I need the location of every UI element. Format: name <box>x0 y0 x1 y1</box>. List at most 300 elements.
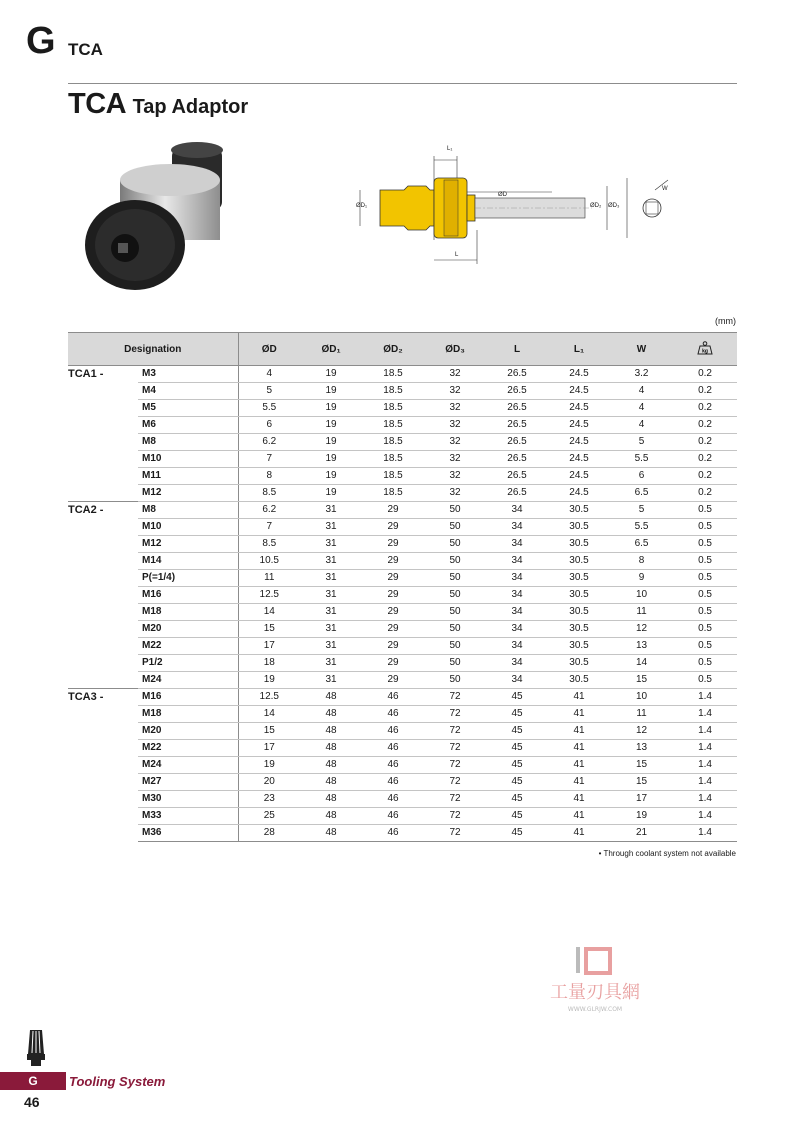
table-row <box>68 400 737 417</box>
cell-l: 34 <box>486 587 548 604</box>
cell-weight: 1.4 <box>673 808 737 825</box>
cell-d3: 72 <box>424 774 486 791</box>
cell-w: 3.2 <box>610 366 673 383</box>
cell-size: M5 <box>138 400 238 417</box>
cell-d2: 18.5 <box>362 400 424 417</box>
cell-weight: 0.5 <box>673 587 737 604</box>
product-name: Tap Adaptor <box>132 96 249 118</box>
cell-size: M27 <box>138 774 238 791</box>
cell-d: 15 <box>238 723 300 740</box>
table-row <box>68 774 737 791</box>
cell-d3: 50 <box>424 570 486 587</box>
cell-l1: 30.5 <box>548 570 610 587</box>
technical-drawing <box>352 140 682 270</box>
cell-d: 7 <box>238 519 300 536</box>
cell-d3: 50 <box>424 587 486 604</box>
cell-size: M36 <box>138 825 238 842</box>
col-w: W <box>610 333 673 366</box>
cell-weight: 0.2 <box>673 417 737 434</box>
cell-w: 4 <box>610 383 673 400</box>
cell-l: 45 <box>486 757 548 774</box>
cell-d2: 29 <box>362 570 424 587</box>
cell-d1: 19 <box>300 485 362 502</box>
cell-d1: 48 <box>300 706 362 723</box>
cell-d1: 31 <box>300 655 362 672</box>
cell-size: M24 <box>138 757 238 774</box>
cell-l: 26.5 <box>486 434 548 451</box>
table-row <box>68 502 737 519</box>
dim-label-l: L <box>455 252 459 258</box>
table-row <box>68 383 737 400</box>
cell-l1: 30.5 <box>548 519 610 536</box>
cell-l1: 30.5 <box>548 672 610 689</box>
cell-d1: 31 <box>300 519 362 536</box>
cell-size: M11 <box>138 468 238 485</box>
cell-d2: 29 <box>362 519 424 536</box>
cell-d2: 46 <box>362 706 424 723</box>
col-d: ØD <box>238 333 300 366</box>
cell-weight: 0.2 <box>673 434 737 451</box>
cell-d: 12.5 <box>238 689 300 706</box>
cell-d1: 19 <box>300 468 362 485</box>
cell-d2: 46 <box>362 808 424 825</box>
cell-l: 45 <box>486 774 548 791</box>
cell-size: M12 <box>138 485 238 502</box>
cell-d2: 18.5 <box>362 485 424 502</box>
table-row <box>68 536 737 553</box>
table-row <box>68 366 737 383</box>
cell-d2: 29 <box>362 638 424 655</box>
cell-w: 19 <box>610 808 673 825</box>
table-row <box>68 723 737 740</box>
dim-label-l1: L₁ <box>447 146 453 152</box>
cell-l: 26.5 <box>486 485 548 502</box>
table-header-row <box>68 333 737 366</box>
cell-weight: 0.5 <box>673 655 737 672</box>
cell-d: 8 <box>238 468 300 485</box>
cell-w: 21 <box>610 825 673 842</box>
cell-w: 5 <box>610 502 673 519</box>
cell-d2: 29 <box>362 621 424 638</box>
cell-d: 14 <box>238 706 300 723</box>
header-divider <box>68 83 737 84</box>
cell-l1: 24.5 <box>548 451 610 468</box>
col-d2: ØD₂ <box>362 333 424 366</box>
col-d1: ØD₁ <box>300 333 362 366</box>
cell-w: 4 <box>610 400 673 417</box>
cell-size: M24 <box>138 672 238 689</box>
cell-l1: 24.5 <box>548 383 610 400</box>
cell-weight: 0.5 <box>673 621 737 638</box>
cell-size: M16 <box>138 689 238 706</box>
cell-d2: 18.5 <box>362 468 424 485</box>
cell-d3: 50 <box>424 655 486 672</box>
cell-d3: 32 <box>424 383 486 400</box>
cell-d3: 72 <box>424 689 486 706</box>
cell-d1: 48 <box>300 757 362 774</box>
cell-weight: 0.5 <box>673 604 737 621</box>
cell-d: 17 <box>238 638 300 655</box>
cell-d: 25 <box>238 808 300 825</box>
cell-w: 12 <box>610 621 673 638</box>
spec-table <box>68 332 737 842</box>
cell-d2: 46 <box>362 825 424 842</box>
table-row <box>68 553 737 570</box>
section-name: TCA <box>68 40 103 59</box>
product-title <box>68 90 248 119</box>
unit-label: (mm) <box>715 316 736 326</box>
cell-size: P1/2 <box>138 655 238 672</box>
cell-d1: 19 <box>300 383 362 400</box>
group-label: TCA1 - <box>68 366 138 502</box>
dim-label-w: W <box>662 186 668 192</box>
table-row <box>68 655 737 672</box>
cell-d3: 72 <box>424 791 486 808</box>
cell-size: M16 <box>138 587 238 604</box>
cell-d3: 72 <box>424 723 486 740</box>
cell-d3: 50 <box>424 621 486 638</box>
cell-d1: 48 <box>300 723 362 740</box>
cell-l: 45 <box>486 808 548 825</box>
table-row <box>68 689 737 706</box>
cell-d3: 32 <box>424 434 486 451</box>
cell-l: 34 <box>486 638 548 655</box>
cell-d3: 32 <box>424 451 486 468</box>
cell-d: 5 <box>238 383 300 400</box>
table-row <box>68 638 737 655</box>
cell-l1: 41 <box>548 757 610 774</box>
cell-weight: 1.4 <box>673 825 737 842</box>
cell-l: 34 <box>486 519 548 536</box>
cell-d2: 29 <box>362 655 424 672</box>
cell-d: 11 <box>238 570 300 587</box>
cell-d2: 46 <box>362 689 424 706</box>
cell-size: M18 <box>138 604 238 621</box>
dim-label-d2: ØD₂ <box>590 203 602 209</box>
col-l1: L₁ <box>548 333 610 366</box>
cell-size: M10 <box>138 451 238 468</box>
cell-d2: 18.5 <box>362 417 424 434</box>
cell-w: 6 <box>610 468 673 485</box>
cell-l1: 41 <box>548 706 610 723</box>
cell-l: 26.5 <box>486 366 548 383</box>
table-row <box>68 417 737 434</box>
cell-size: M10 <box>138 519 238 536</box>
product-photo <box>80 140 240 300</box>
cell-d: 18 <box>238 655 300 672</box>
cell-d3: 50 <box>424 519 486 536</box>
cell-l: 26.5 <box>486 417 548 434</box>
cell-d2: 46 <box>362 774 424 791</box>
cell-weight: 0.5 <box>673 519 737 536</box>
cell-d: 7 <box>238 451 300 468</box>
cell-l1: 24.5 <box>548 468 610 485</box>
cell-size: M12 <box>138 536 238 553</box>
cell-d1: 31 <box>300 672 362 689</box>
cell-d: 19 <box>238 757 300 774</box>
cell-w: 9 <box>610 570 673 587</box>
cell-l1: 30.5 <box>548 638 610 655</box>
cell-w: 12 <box>610 723 673 740</box>
cell-l1: 41 <box>548 825 610 842</box>
cell-w: 11 <box>610 604 673 621</box>
cell-w: 4 <box>610 417 673 434</box>
cell-d: 6.2 <box>238 502 300 519</box>
table-row <box>68 604 737 621</box>
col-l: L <box>486 333 548 366</box>
cell-w: 8 <box>610 553 673 570</box>
table-row <box>68 757 737 774</box>
cell-weight: 1.4 <box>673 740 737 757</box>
cell-d2: 18.5 <box>362 383 424 400</box>
cell-w: 14 <box>610 655 673 672</box>
cell-d1: 31 <box>300 587 362 604</box>
cell-d3: 72 <box>424 706 486 723</box>
cell-d2: 46 <box>362 723 424 740</box>
cell-size: M3 <box>138 366 238 383</box>
cell-d1: 31 <box>300 536 362 553</box>
cell-size: M22 <box>138 638 238 655</box>
cell-d1: 31 <box>300 553 362 570</box>
cell-weight: 0.2 <box>673 468 737 485</box>
table-row <box>68 468 737 485</box>
cell-d3: 32 <box>424 468 486 485</box>
table-row <box>68 740 737 757</box>
cell-size: M22 <box>138 740 238 757</box>
cell-d: 15 <box>238 621 300 638</box>
cell-w: 10 <box>610 689 673 706</box>
cell-size: M20 <box>138 621 238 638</box>
cell-d3: 72 <box>424 740 486 757</box>
cell-d2: 29 <box>362 604 424 621</box>
cell-d: 8.5 <box>238 536 300 553</box>
cell-d: 23 <box>238 791 300 808</box>
cell-l: 34 <box>486 570 548 587</box>
cell-l1: 30.5 <box>548 604 610 621</box>
cell-l: 45 <box>486 723 548 740</box>
cell-l1: 30.5 <box>548 621 610 638</box>
cell-l1: 30.5 <box>548 553 610 570</box>
cell-l: 45 <box>486 791 548 808</box>
cell-l1: 30.5 <box>548 655 610 672</box>
cell-weight: 1.4 <box>673 774 737 791</box>
cell-d3: 32 <box>424 400 486 417</box>
section-letter: G <box>26 20 56 62</box>
cell-size: P(=1/4) <box>138 570 238 587</box>
table-row <box>68 825 737 842</box>
table-row <box>68 706 737 723</box>
cell-l: 34 <box>486 672 548 689</box>
cell-d2: 46 <box>362 791 424 808</box>
cell-w: 13 <box>610 740 673 757</box>
cell-l: 34 <box>486 536 548 553</box>
cell-w: 6.5 <box>610 536 673 553</box>
cell-weight: 0.2 <box>673 485 737 502</box>
table-row <box>68 672 737 689</box>
page-number: 46 <box>24 1094 40 1110</box>
table-row <box>68 808 737 825</box>
cell-weight: 0.5 <box>673 672 737 689</box>
dim-label-d1: ØD₁ <box>356 203 368 209</box>
cell-l: 26.5 <box>486 451 548 468</box>
cell-d1: 19 <box>300 366 362 383</box>
collet-icon <box>24 1028 48 1068</box>
cell-d: 12.5 <box>238 587 300 604</box>
cell-size: M14 <box>138 553 238 570</box>
cell-size: M33 <box>138 808 238 825</box>
cell-weight: 1.4 <box>673 689 737 706</box>
cell-size: M8 <box>138 434 238 451</box>
cell-d2: 29 <box>362 553 424 570</box>
cell-l1: 24.5 <box>548 434 610 451</box>
cell-l1: 24.5 <box>548 417 610 434</box>
cell-weight: 1.4 <box>673 723 737 740</box>
cell-d: 19 <box>238 672 300 689</box>
cell-d2: 46 <box>362 740 424 757</box>
cell-d2: 29 <box>362 502 424 519</box>
cell-l1: 41 <box>548 740 610 757</box>
cell-weight: 1.4 <box>673 757 737 774</box>
cell-d3: 50 <box>424 536 486 553</box>
cell-l: 45 <box>486 689 548 706</box>
cell-d1: 19 <box>300 400 362 417</box>
cell-d2: 18.5 <box>362 366 424 383</box>
cell-d3: 50 <box>424 502 486 519</box>
table-row <box>68 434 737 451</box>
cell-w: 5 <box>610 434 673 451</box>
cell-size: M20 <box>138 723 238 740</box>
cell-d1: 31 <box>300 604 362 621</box>
cell-w: 15 <box>610 774 673 791</box>
cell-w: 13 <box>610 638 673 655</box>
cell-d2: 29 <box>362 587 424 604</box>
cell-l1: 24.5 <box>548 485 610 502</box>
cell-d: 5.5 <box>238 400 300 417</box>
cell-d1: 19 <box>300 434 362 451</box>
cell-d: 10.5 <box>238 553 300 570</box>
cell-w: 15 <box>610 672 673 689</box>
cell-w: 10 <box>610 587 673 604</box>
cell-size: M8 <box>138 502 238 519</box>
cell-d3: 50 <box>424 638 486 655</box>
footnote: • Through coolant system not available <box>598 849 736 858</box>
cell-d: 6 <box>238 417 300 434</box>
cell-l1: 24.5 <box>548 400 610 417</box>
table-row <box>68 570 737 587</box>
cell-l1: 41 <box>548 723 610 740</box>
dim-label-d3: ØD₃ <box>608 203 620 209</box>
cell-d: 28 <box>238 825 300 842</box>
cell-d: 14 <box>238 604 300 621</box>
cell-l1: 41 <box>548 689 610 706</box>
cell-d1: 48 <box>300 774 362 791</box>
cell-d2: 18.5 <box>362 451 424 468</box>
cell-w: 5.5 <box>610 451 673 468</box>
cell-weight: 1.4 <box>673 791 737 808</box>
cell-w: 17 <box>610 791 673 808</box>
cell-weight: 0.2 <box>673 451 737 468</box>
cell-weight: 1.4 <box>673 706 737 723</box>
cell-weight: 0.5 <box>673 638 737 655</box>
cell-d1: 31 <box>300 570 362 587</box>
cell-d2: 46 <box>362 757 424 774</box>
cell-d: 6.2 <box>238 434 300 451</box>
cell-d2: 18.5 <box>362 434 424 451</box>
cell-d2: 29 <box>362 536 424 553</box>
cell-weight: 0.2 <box>673 366 737 383</box>
cell-l: 34 <box>486 604 548 621</box>
cell-size: M30 <box>138 791 238 808</box>
cell-size: M18 <box>138 706 238 723</box>
weight-kg-icon <box>697 341 713 355</box>
table-row <box>68 587 737 604</box>
col-d3: ØD₃ <box>424 333 486 366</box>
table-row <box>68 451 737 468</box>
cell-d3: 50 <box>424 553 486 570</box>
cell-weight: 0.5 <box>673 553 737 570</box>
cell-d3: 72 <box>424 757 486 774</box>
cell-d1: 48 <box>300 825 362 842</box>
cell-d1: 31 <box>300 638 362 655</box>
footer-label: Tooling System <box>69 1074 166 1089</box>
cell-l: 45 <box>486 740 548 757</box>
cell-l: 34 <box>486 655 548 672</box>
cell-weight: 0.5 <box>673 570 737 587</box>
cell-size: M6 <box>138 417 238 434</box>
cell-d1: 48 <box>300 791 362 808</box>
cell-d1: 48 <box>300 808 362 825</box>
table-row <box>68 621 737 638</box>
cell-d3: 32 <box>424 417 486 434</box>
table-row <box>68 519 737 536</box>
cell-d1: 48 <box>300 689 362 706</box>
cell-l: 45 <box>486 706 548 723</box>
col-weight <box>673 333 737 366</box>
cell-l1: 24.5 <box>548 366 610 383</box>
cell-l: 26.5 <box>486 383 548 400</box>
cell-d3: 72 <box>424 808 486 825</box>
group-label: TCA3 - <box>68 689 138 842</box>
cell-l: 45 <box>486 825 548 842</box>
cell-d: 17 <box>238 740 300 757</box>
dim-label-d: ØD <box>498 192 507 198</box>
cell-l: 26.5 <box>486 468 548 485</box>
cell-w: 5.5 <box>610 519 673 536</box>
cell-l1: 41 <box>548 808 610 825</box>
cell-d3: 50 <box>424 672 486 689</box>
watermark-logo <box>520 945 670 1015</box>
cell-l: 26.5 <box>486 400 548 417</box>
col-designation: Designation <box>68 333 238 366</box>
cell-l: 34 <box>486 621 548 638</box>
cell-l1: 30.5 <box>548 502 610 519</box>
watermark-text: 工量刃具網 <box>550 982 640 1003</box>
table-row <box>68 485 737 502</box>
footer-section-badge: G <box>0 1072 66 1090</box>
cell-d1: 19 <box>300 451 362 468</box>
cell-d2: 29 <box>362 672 424 689</box>
cell-size: M4 <box>138 383 238 400</box>
cell-l1: 41 <box>548 791 610 808</box>
cell-d3: 32 <box>424 366 486 383</box>
table-row <box>68 791 737 808</box>
cell-l: 34 <box>486 502 548 519</box>
cell-w: 11 <box>610 706 673 723</box>
cell-d: 8.5 <box>238 485 300 502</box>
cell-d3: 32 <box>424 485 486 502</box>
cell-d3: 72 <box>424 825 486 842</box>
cell-l1: 41 <box>548 774 610 791</box>
